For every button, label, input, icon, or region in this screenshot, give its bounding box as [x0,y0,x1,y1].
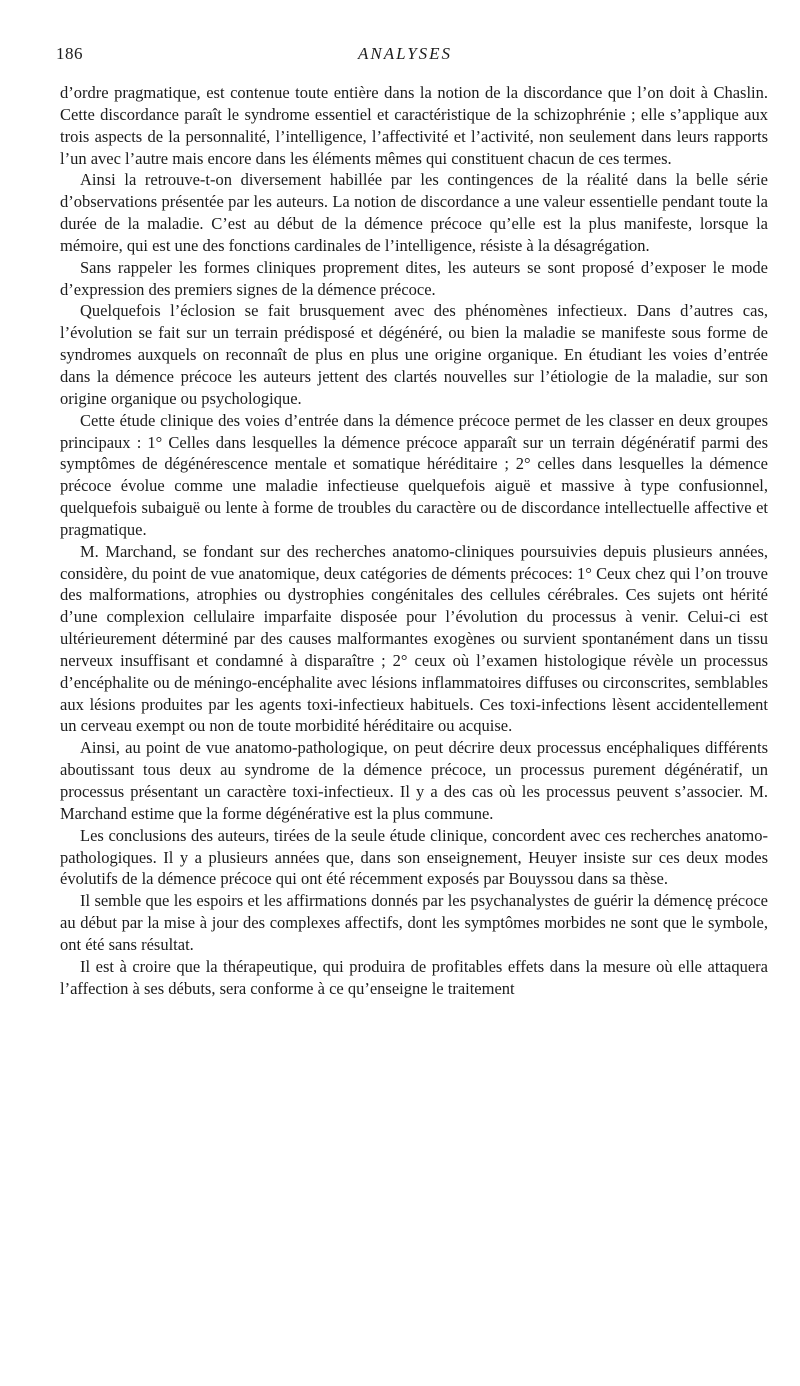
paragraph: Ainsi, au point de vue anatomo-pathologique, on peut décrire deux processus encéphaliques différents aboutissant tous deux au syndrome de la démence précoce, un processus purement dégénératif, un processus présentant un caractère toxi-infectieux. Il y a des cas où les processus peuvent s’associer. M. Marchand estime que la forme dégénérative est la plus commune. [60,738,768,823]
running-title: ANALYSES [357,44,453,63]
paragraph: Il semble que les espoirs et les affirmations donnés par les psychanalystes de guérir la démencę précoce au début par la mise à jour des complexes affectifs, dont les symptômes morbides ne sont que le symbole, ont été sans résultat. [60,891,768,954]
paragraph: Quelquefois l’éclosion se fait brusquement avec des phénomènes infectieux. Dans d’autres cas, l’évolution se fait sur un terrain prédisposé et dégénéré, ou bien la maladie se manifeste sous forme de syndromes auxquels on reconnaît de plus en plus une origine organique. En étudiant les voies d’entrée dans la démence précoce les auteurs jettent des clartés nouvelles sur l’étiologie de la maladie, sur son origine organique ou psychologique. [60,301,768,408]
paragraph: d’ordre pragmatique, est contenue toute entière dans la notion de la discordance que l’on doit à Chaslin. Cette discordance paraît le syndrome essentiel et caractéristique de la schizophrénie ; elle s’applique aux trois aspects de la personnalité, l’intelligence, l’affectivité et l’activité, non seulement dans leurs rapports l’un avec l’autre mais encore dans les éléments mêmes qui constituent chacun de ces termes. [60,83,768,168]
page-number: 186 [56,44,83,63]
paragraph: Il est à croire que la thérapeutique, qui produira de profitables effets dans la mesure où elle attaquera l’affection à ses débuts, sera conforme à ce qu’enseigne le traitement [60,956,768,998]
paragraph: Ainsi la retrouve-t-on diversement habillée par les contingences de la réalité dans la belle série d’observations présentée par les auteurs. La notion de discordance a une valeur essentielle pendant toute la durée de la maladie. C’est au début de la démence précoce qu’elle est la plus manifeste, lorsque la mémoire, qui est une des fonctions cardinales de l’intelligence, résiste à la désagrégation. [60,170,768,255]
paragraph: Les conclusions des auteurs, tirées de la seule étude clinique, concordent avec ces recherches anatomo-pathologiques. Il y a plusieurs années que, dans son enseignement, Heuyer insiste sur ces deux modes évolutifs de la démence précoce qui ont été récemment exposés par Bouyssou dans sa thèse. [60,825,768,889]
paragraph: Sans rappeler les formes cliniques proprement dites, les auteurs se sont proposé d’exposer le mode d’expression des premiers signes de la démence précoce. [60,257,768,299]
page-header [56,44,754,68]
body-text [60,82,768,999]
paragraph: M. Marchand, se fondant sur des recherches anatomo-cliniques poursuivies depuis plusieurs années, considère, du point de vue anatomique, deux catégories de déments précoces: 1° Ceux chez qui l’on trouve des malformations, atrophies ou dystrophies congénitales des cellules cérébrales. Ces sujets ont hérité d’une complexion cellulaire imparfaite disposée pour l’évolution du processus à venir. Celui-ci est ultérieurement déterminé par des causes malformantes exogènes ou survient spontanément dans un tissu nerveux insuffisant et condamné à disparaître ; 2° ceux où l’examen histologique révèle un processus d’encéphalite ou de méningo-encéphalite avec lésions inflammatoires diffuses ou circonscrites, semblables aux lésions produites par les agents toxi-infectieux habituels. Ces toxi-infections lèsent accidentellement un cerveau exempt ou non de toute morbidité héréditaire ou acquise. [60,541,768,736]
paragraph: Cette étude clinique des voies d’entrée dans la démence précoce permet de les classer en deux groupes principaux : 1° Celles dans lesquelles la démence précoce apparaît sur un terrain dégénératif parmi des symptômes de dégénérescence mentale et somatique héréditaire ; 2° celles dans lesquelles la démence précoce évolue comme une maladie infectieuse quelquefois aiguë et massive à type confusionnel, quelquefois subaiguë ou lente à forme de troubles du caractère ou de discordance intellectuelle affective et pragmatique. [60,410,768,539]
